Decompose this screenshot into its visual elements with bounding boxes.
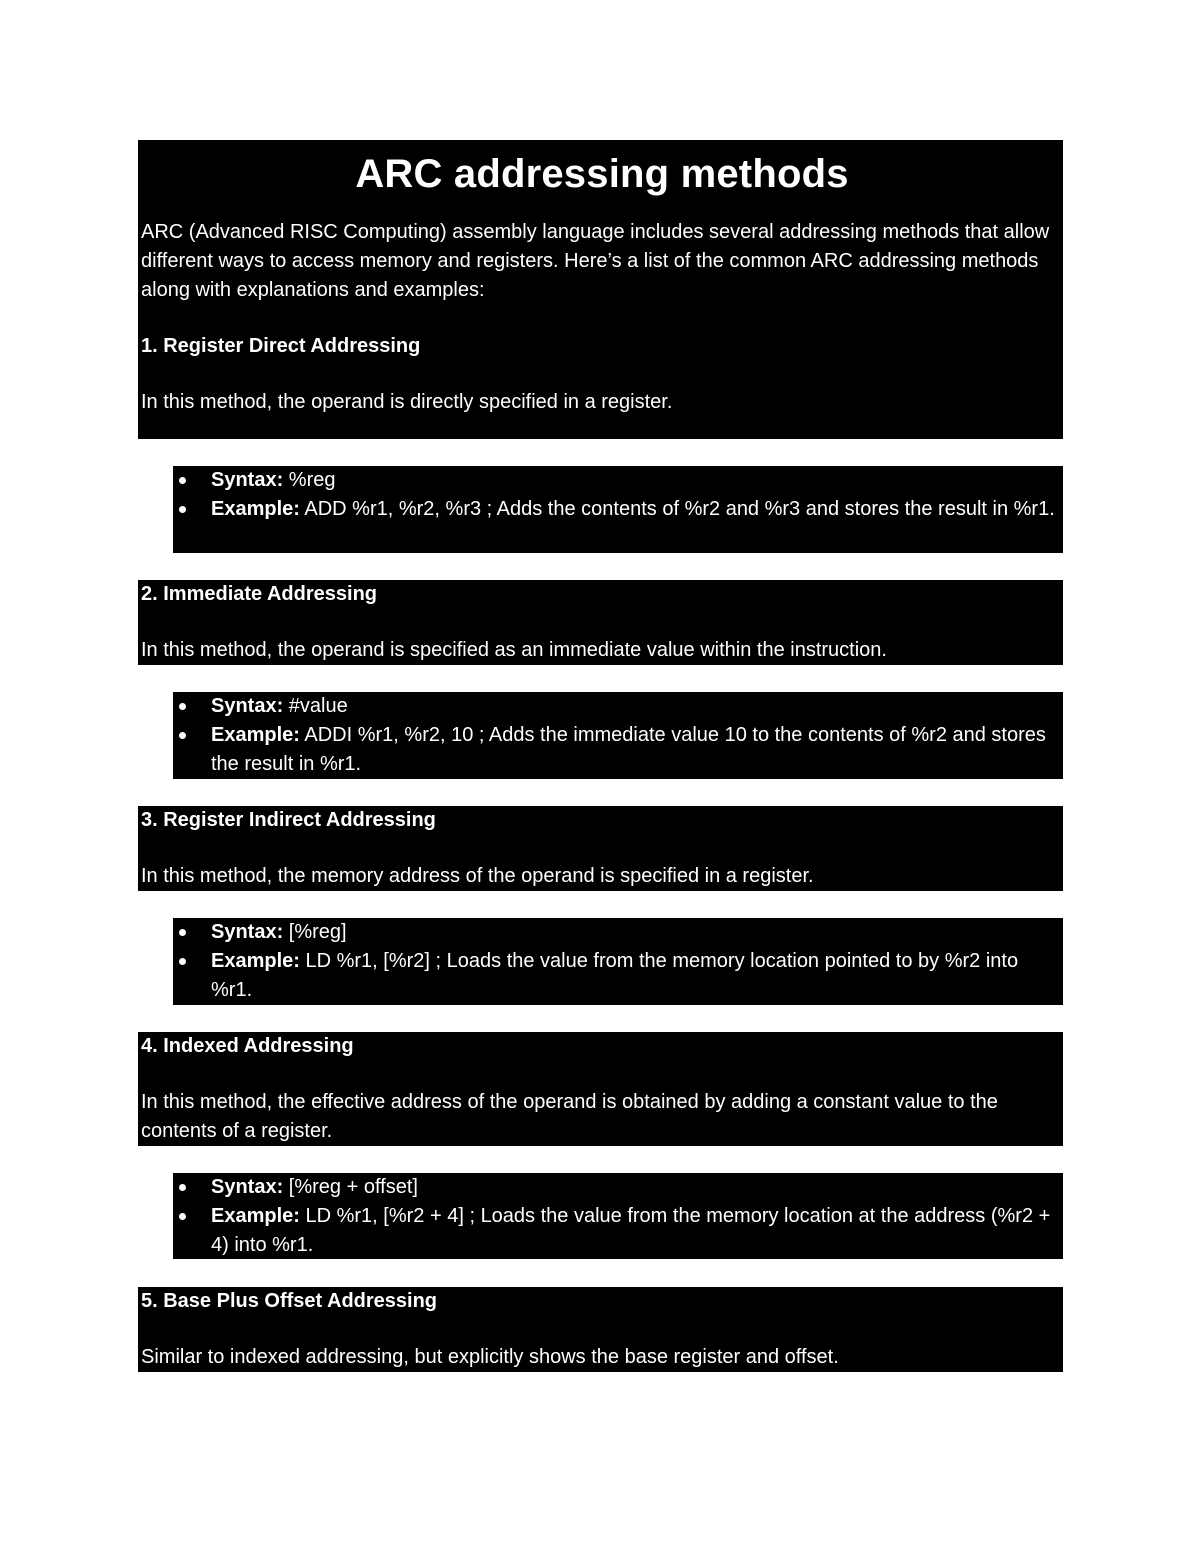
section-heading: 1. Register Direct Addressing: [141, 335, 421, 357]
bullet-list: [211, 918, 1057, 1005]
example-label: Example:: [211, 1205, 300, 1227]
section-4-block: [138, 1032, 1063, 1146]
bullet-icon: [179, 958, 186, 965]
section-heading: 5. Base Plus Offset Addressing: [141, 1290, 438, 1312]
bullet-list: [211, 466, 1057, 524]
syntax-item: [211, 692, 1057, 721]
bullet-icon: [179, 703, 186, 710]
section-description: In this method, the memory address of the operand is specified in a register.: [141, 865, 814, 887]
example-label: Example:: [211, 498, 300, 520]
example-value: LD %r1, [%r2] ; Loads the value from the memory location pointed to by %r2 into %r1.: [211, 950, 1019, 1001]
intro-paragraph: ARC (Advanced RISC Computing) assembly language includes several addressing methods that allow different ways to access memory and registers. Here’s a list of the common ARC addressing methods along with explanations and examples:: [141, 221, 1050, 301]
bullet-icon: [179, 732, 186, 739]
example-label: Example:: [211, 950, 300, 972]
example-value: LD %r1, [%r2 + 4] ; Loads the value from the memory location at the address (%r2 + 4) into %r1.: [211, 1205, 1051, 1256]
example-value: ADDI %r1, %r2, 10 ; Adds the immediate value 10 to the contents of %r2 and stores the result in %r1.: [211, 724, 1046, 775]
syntax-label: Syntax:: [211, 1176, 284, 1198]
bullet-list: [211, 1173, 1057, 1260]
syntax-item: [211, 918, 1057, 947]
bullet-icon: [179, 1213, 186, 1220]
section-heading: 3. Register Indirect Addressing: [141, 809, 436, 831]
bullet-icon: [179, 506, 186, 513]
section-2-bullets: [173, 692, 1063, 779]
section-3-bullets: [173, 918, 1063, 1005]
section-description: In this method, the effective address of the operand is obtained by adding a constant value to the contents of a register.: [141, 1091, 998, 1142]
syntax-item: [211, 466, 1057, 495]
example-item: [211, 721, 1057, 779]
example-label: Example:: [211, 724, 300, 746]
example-item: [211, 1202, 1057, 1260]
bullet-icon: [179, 477, 186, 484]
section-5-block: [138, 1287, 1063, 1372]
syntax-label: Syntax:: [211, 695, 284, 717]
example-item: [211, 495, 1057, 524]
syntax-value: #value: [283, 695, 348, 717]
syntax-value: [%reg + offset]: [283, 1176, 418, 1198]
page-title: ARC addressing methods: [355, 152, 849, 196]
syntax-value: [%reg]: [283, 921, 347, 943]
bullet-list: [211, 692, 1057, 779]
section-2-block: [138, 580, 1063, 665]
syntax-value: %reg: [283, 469, 336, 491]
section-description: Similar to indexed addressing, but explicitly shows the base register and offset.: [141, 1346, 839, 1368]
bullet-icon: [179, 1184, 186, 1191]
syntax-label: Syntax:: [211, 469, 284, 491]
section-4-bullets: [173, 1173, 1063, 1259]
section-description: In this method, the operand is directly specified in a register.: [141, 391, 673, 413]
section-heading: 4. Indexed Addressing: [141, 1035, 354, 1057]
section-3-block: [138, 806, 1063, 891]
section-heading: 2. Immediate Addressing: [141, 583, 377, 605]
syntax-item: [211, 1173, 1057, 1202]
bullet-icon: [179, 929, 186, 936]
example-value: ADD %r1, %r2, %r3 ; Adds the contents of %r2 and %r3 and stores the result in %r1.: [299, 498, 1055, 520]
intro-block: [138, 140, 1063, 439]
example-item: [211, 947, 1057, 1005]
syntax-label: Syntax:: [211, 921, 284, 943]
section-1-bullets: [173, 466, 1063, 553]
section-description: In this method, the operand is specified as an immediate value within the instruction.: [141, 639, 887, 661]
